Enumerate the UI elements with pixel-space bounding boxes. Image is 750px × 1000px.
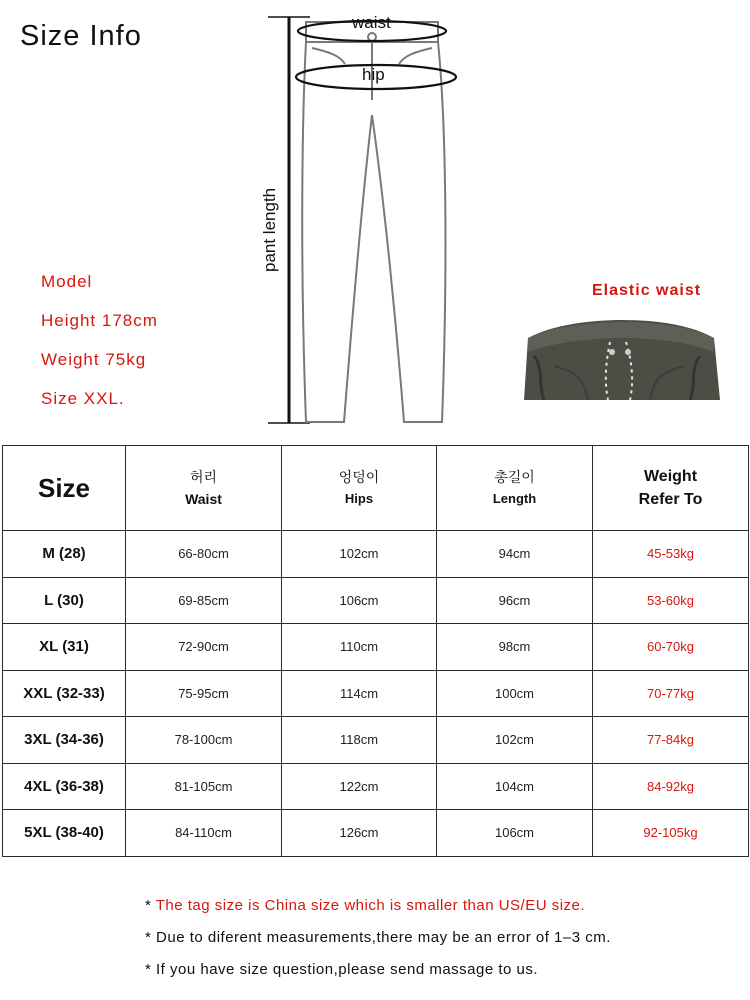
cell-hips: 106cm (282, 577, 437, 624)
elastic-waist-photo (514, 316, 726, 400)
table-row (3, 531, 749, 578)
cell-weight: 84-92kg (593, 763, 749, 810)
table-row (3, 624, 749, 671)
cell-length: 102cm (437, 717, 593, 764)
header-length-kr: 총길이 (494, 469, 535, 485)
elastic-waist-label: Elastic waist (592, 282, 702, 299)
header-length-en: Length (492, 491, 537, 506)
cell-length: 98cm (437, 624, 593, 671)
cell-length: 106cm (437, 810, 593, 857)
cell-size: 3XL (34-36) (3, 717, 126, 764)
header-size: Size (3, 446, 126, 531)
cell-waist: 75-95cm (126, 670, 282, 717)
cell-hips: 110cm (282, 624, 437, 671)
header-hips-kr: 엉덩이 (338, 469, 380, 485)
header-weight (593, 446, 749, 531)
note-bullet: * (145, 929, 157, 946)
table-row (3, 717, 749, 764)
model-size: Size XXL. (41, 389, 125, 408)
header-waist (126, 446, 282, 531)
cell-length: 96cm (437, 577, 593, 624)
note-text: If you have size question,please send massage to us. (156, 961, 539, 978)
cell-hips: 122cm (282, 763, 437, 810)
cell-waist: 81-105cm (126, 763, 282, 810)
model-heading: Model (41, 272, 93, 291)
note-text: Due to diferent measurements,there may be an error of 1–3 cm. (156, 929, 611, 946)
table-row (3, 577, 749, 624)
notes-section (145, 890, 611, 986)
cell-weight: 45-53kg (593, 531, 749, 578)
cell-weight: 53-60kg (593, 577, 749, 624)
header-length (437, 446, 593, 531)
cell-size: L (30) (3, 577, 126, 624)
note-bullet: * (145, 897, 156, 914)
cell-weight: 60-70kg (593, 624, 749, 671)
table-header-row (3, 446, 749, 531)
model-weight: Weight 75kg (41, 350, 147, 369)
cell-weight: 77-84kg (593, 717, 749, 764)
cell-length: 94cm (437, 531, 593, 578)
cell-length: 104cm (437, 763, 593, 810)
cell-size: 5XL (38-40) (3, 810, 126, 857)
cell-size: XL (31) (3, 624, 126, 671)
table-row (3, 810, 749, 857)
cell-waist: 69-85cm (126, 577, 282, 624)
note-item (145, 890, 611, 922)
header-hips (282, 446, 437, 531)
cell-waist: 66-80cm (126, 531, 282, 578)
model-info (41, 262, 158, 418)
cell-hips: 114cm (282, 670, 437, 717)
cell-hips: 118cm (282, 717, 437, 764)
page-title: Size Info (20, 20, 142, 52)
size-chart-table (2, 445, 749, 857)
model-height: Height 178cm (41, 311, 158, 330)
cell-waist: 84-110cm (126, 810, 282, 857)
cell-waist: 78-100cm (126, 717, 282, 764)
note-text: The tag size is China size which is smaller than US/EU size. (155, 897, 586, 914)
cell-weight: 92-105kg (593, 810, 749, 857)
cell-length: 100cm (437, 670, 593, 717)
header-hips-en: Hips (344, 491, 374, 506)
header-waist-en: Waist (185, 491, 222, 507)
waist-label: waist (352, 13, 391, 32)
note-bullet: * (145, 961, 157, 978)
table-row (3, 763, 749, 810)
cell-hips: 126cm (282, 810, 437, 857)
pant-length-label: pant length (260, 187, 279, 272)
cell-hips: 102cm (282, 531, 437, 578)
hip-label: hip (362, 65, 385, 84)
note-item (145, 922, 611, 954)
cell-size: XXL (32-33) (3, 670, 126, 717)
header-waist-kr: 허리 (189, 469, 218, 485)
cell-waist: 72-90cm (126, 624, 282, 671)
header-weight-line2: Refer To (638, 491, 703, 508)
cell-weight: 70-77kg (593, 670, 749, 717)
table-row (3, 670, 749, 717)
note-item (145, 954, 611, 986)
header-weight-line1: Weight (643, 468, 698, 485)
cell-size: M (28) (3, 531, 126, 578)
cell-size: 4XL (36-38) (3, 763, 126, 810)
